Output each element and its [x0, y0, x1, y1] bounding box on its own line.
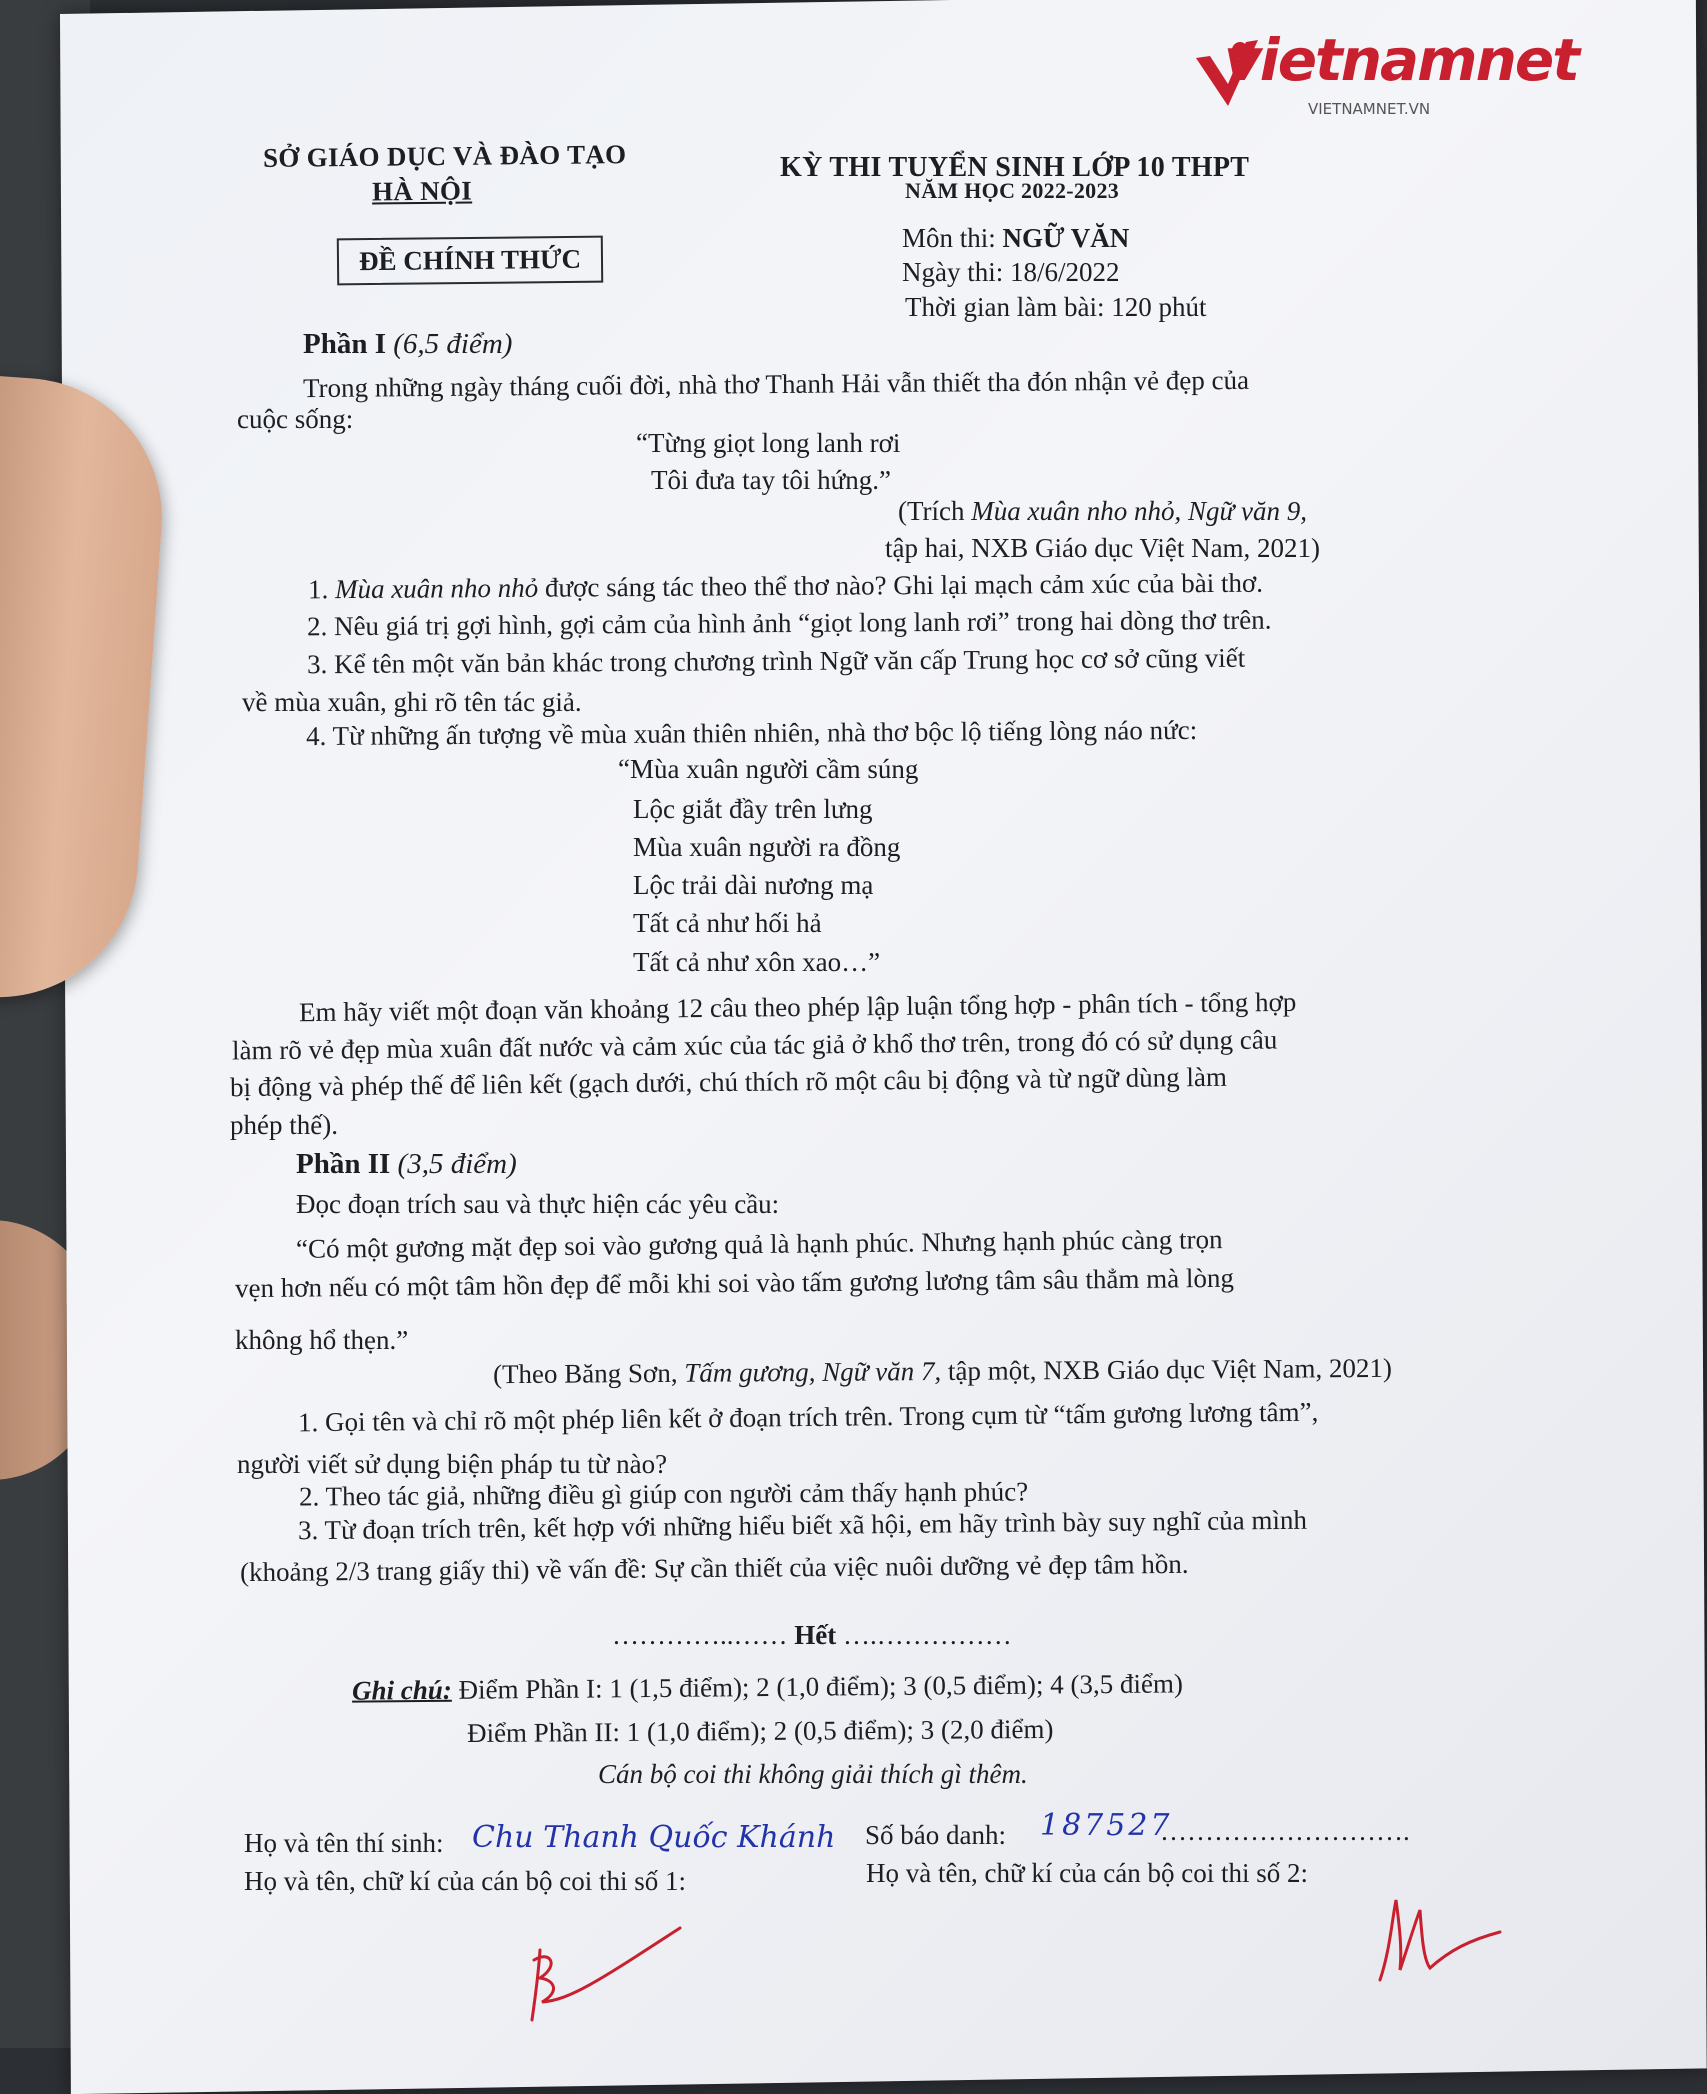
dept-line1: SỞ GIÁO DỤC VÀ ĐÀO TẠO [262, 139, 627, 173]
part2-quote-2: vẹn hơn nếu có một tâm hồn đẹp để mỗi khi soi vào tấm gương lương tâm sâu thẳm mà lòng [234, 1262, 1235, 1304]
notes-part1: Điểm Phần I: 1 (1,5 điểm); 2 (1,0 điểm); 3 (0,5 điểm); 4 (3,5 điểm) [451, 1668, 1184, 1705]
part2-points: (3,5 điểm) [397, 1148, 517, 1180]
part1-task-3: bị động và phép thế để liên kết (gạch dưới, chú thích rõ một câu bị động và từ ngữ dùng làm [229, 1061, 1228, 1103]
part2-source-c: tập một, NXB Giáo dục Việt Nam, 2021) [941, 1352, 1393, 1387]
part1-source-1b: Mùa xuân nho nhỏ, Ngữ văn 9, [971, 496, 1307, 526]
part1-q3-2: về mùa xuân, ghi rõ tên tác giả. [242, 687, 582, 717]
logo-domain: VIETNAMNET.VN [1308, 100, 1431, 118]
subject-label: Môn thi: [902, 223, 1003, 253]
official-stamp: ĐỀ CHÍNH THỨC [337, 236, 604, 286]
part2-q2: 2. Theo tác giả, những điều gì giúp con người cảm thấy hạnh phúc? [298, 1476, 1029, 1512]
proctor2-label: Họ và tên, chữ kí của cán bộ coi thi số 2: [866, 1858, 1309, 1888]
part2-quote-1: “Có một gương mặt đẹp soi vào gương quả là hạnh phúc. Nhưng hạnh phúc càng trọn [295, 1224, 1223, 1264]
part1-title: Phần I [303, 328, 387, 360]
part1-heading [303, 325, 512, 363]
part1-quote-1: “Từng giọt long lanh rơi [636, 428, 901, 458]
candidate-number-dots: ………………………. [1160, 1816, 1410, 1846]
end-dots-left: …………..…… [612, 1620, 788, 1650]
poem-line-4: Lộc trải dài nương mạ [633, 870, 874, 900]
exam-duration: Thời gian làm bài: 120 phút [905, 292, 1207, 322]
exam-title: KỲ THI TUYỂN SINH LỚP 10 THPT [780, 152, 1250, 183]
notes-label: Ghi chú: [351, 1674, 452, 1706]
logo-wordmark: vietnamnet [1224, 26, 1578, 94]
no-explain-note: Cán bộ coi thi không giải thích gì thêm. [598, 1759, 1028, 1789]
part2-q3-1: 3. Từ đoạn trích trên, kết hợp với những hiểu biết xã hội, em hãy trình bày suy nghĩ của mình [297, 1504, 1308, 1546]
part2-intro: Đọc đoạn trích sau và thực hiện các yêu cầu: [296, 1189, 780, 1219]
candidate-number-handwritten: 187527 [1040, 1808, 1173, 1843]
school-year: NĂM HỌC 2022-2023 [905, 178, 1120, 203]
candidate-number-label: Số báo danh: [865, 1820, 1006, 1850]
part1-q1-text: được sáng tác theo thể thơ nào? Ghi lại mạch cảm xúc của bài thơ. [538, 567, 1264, 603]
part1-intro-1: Trong những ngày tháng cuối đời, nhà thơ Thanh Hải vẫn thiết tha đón nhận vẻ đẹp của [302, 364, 1250, 404]
part2-quote-3: không hổ thẹn.” [235, 1325, 409, 1355]
candidate-name-handwritten: Chu Thanh Quốc Khánh [472, 1820, 836, 1855]
part1-source-2: tập hai, NXB Giáo dục Việt Nam, 2021) [885, 533, 1321, 563]
part1-task-4: phép thế). [230, 1110, 338, 1140]
end-dots-right: ….…………… [842, 1620, 1012, 1650]
part1-task-2: làm rõ vẻ đẹp mùa xuân đất nước và cảm xúc của tác giả ở khổ thơ trên, trong đó có sử dụng câu [231, 1024, 1278, 1066]
notes-line-1 [352, 1664, 1183, 1709]
poem-line-3: Mùa xuân người ra đồng [633, 832, 901, 862]
notes-line-2: Điểm Phần II: 1 (1,0 điểm); 2 (0,5 điểm); 3 (2,0 điểm) [466, 1713, 1054, 1749]
part2-source-b: Tấm gương, Ngữ văn 7, [684, 1356, 942, 1388]
part2-q1-2: người viết sử dụng biện pháp tu từ nào? [237, 1449, 668, 1479]
part1-source-1a: (Trích [898, 496, 972, 526]
poem-line-2: Lộc giắt đầy trên lưng [633, 794, 873, 824]
part1-q4: 4. Từ những ấn tượng về mùa xuân thiên nhiên, nhà thơ bộc lộ tiếng lòng náo nức: [305, 714, 1198, 752]
part1-quote-2: Tôi đưa tay tôi hứng.” [651, 465, 891, 495]
part1-q3-1: 3. Kể tên một văn bản khác trong chương trình Ngữ văn cấp Trung học cơ sở cũng viết [306, 642, 1246, 680]
part1-q2: 2. Nêu giá trị gợi hình, gợi cảm của hình ảnh “giọt long lanh rơi” trong hai dòng thơ trên. [306, 604, 1272, 642]
vietnamnet-logo [1188, 18, 1578, 128]
candidate-name-label: Họ và tên thí sinh: [244, 1828, 444, 1858]
subject-line [902, 219, 1129, 257]
exam-date: Ngày thi: 18/6/2022 [902, 257, 1120, 287]
part2-heading [296, 1145, 517, 1183]
poem-line-1: “Mùa xuân người cầm súng [618, 754, 919, 784]
part1-q1-title: Mùa xuân nho nhỏ [334, 572, 539, 605]
poem-line-5: Tất cả như hối hả [633, 908, 822, 938]
subject-name: NGỮ VĂN [1002, 223, 1130, 253]
part2-title: Phần II [296, 1148, 391, 1180]
end-label: Hết [794, 1620, 837, 1650]
part1-q1-num: 1. [307, 574, 336, 605]
dept-line2: HÀ NỘI [371, 175, 473, 207]
part1-source-1 [898, 492, 1307, 530]
end-marker [612, 1616, 1012, 1654]
part1-intro-2: cuộc sống: [237, 404, 354, 434]
poem-line-6: Tất cả như xôn xao…” [633, 947, 881, 977]
proctor1-label: Họ và tên, chữ kí của cán bộ coi thi số 1: [244, 1866, 687, 1896]
proctor2-signature [1370, 1880, 1520, 1990]
part1-task-1: Em hãy viết một đoạn văn khoảng 12 câu theo phép lập luận tổng hợp - phân tích - tổng hợp [298, 986, 1297, 1028]
proctor1-signature [520, 1920, 700, 2030]
part2-q3-2: (khoảng 2/3 trang giấy thi) về vấn đề: Sự cần thiết của việc nuôi dưỡng vẻ đẹp tâm hồn. [239, 1548, 1189, 1588]
part2-source-a: (Theo Băng Sơn, [492, 1357, 685, 1390]
part1-points: (6,5 điểm) [393, 328, 513, 360]
part2-source [493, 1349, 1392, 1393]
part2-q1-1: 1. Gọi tên và chỉ rõ một phép liên kết ở đoạn trích trên. Trong cụm từ “tấm gương lương tâm”, [297, 1396, 1319, 1438]
